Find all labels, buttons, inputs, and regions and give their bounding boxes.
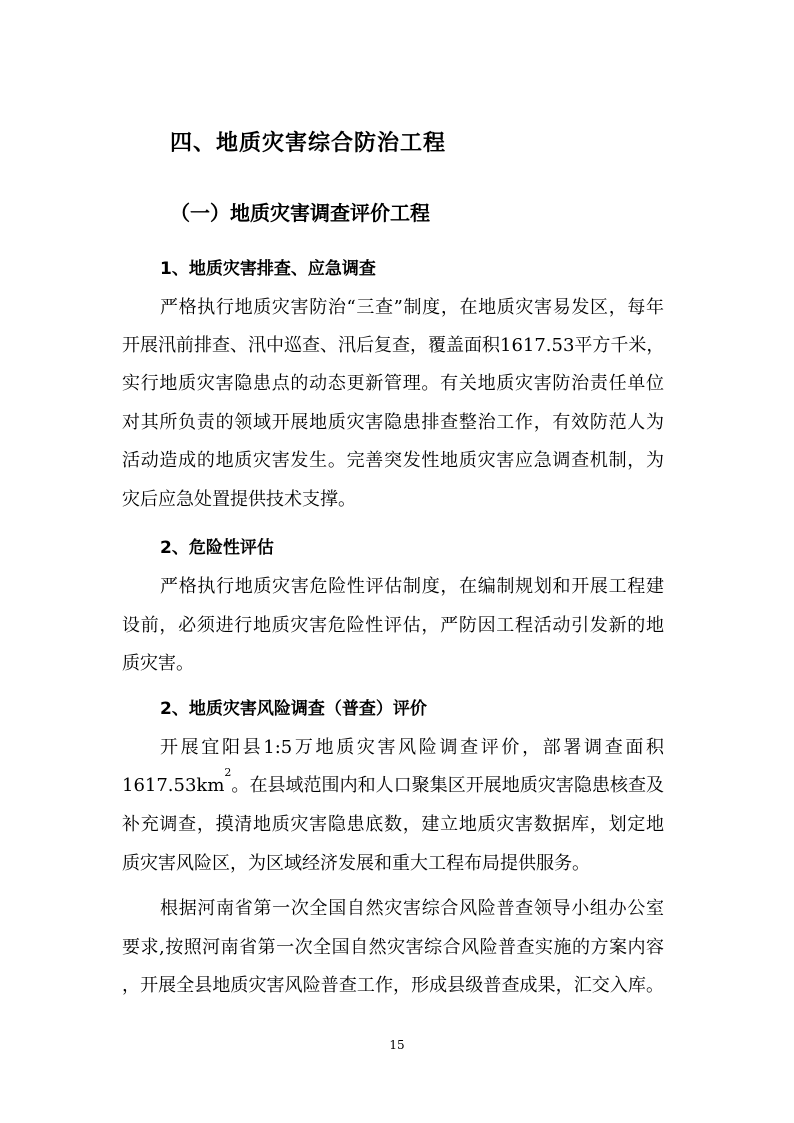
paragraph-line: 对其所负责的领域开展地质灾害隐患排查整治工作，有效防范人为 xyxy=(122,412,664,433)
paragraph-line: 开展汛前排查、汛中巡查、汛后复查，覆盖面积1617.53平方千米， xyxy=(122,335,665,356)
paragraph-line: 开展宜阳县1:5万地质灾害风险调查评价，部署调查面积 xyxy=(160,737,664,758)
paragraph-line: 设前，必须进行地质灾害危险性评估，严防因工程活动引发新的地 xyxy=(122,615,664,636)
paragraph-line: 要求,按照河南省第一次全国自然灾害综合风险普查实施的方案内容 xyxy=(122,937,664,958)
paragraph-line: 严格执行地质灾害防治“三查”制度，在地质灾害易发区，每年 xyxy=(160,297,664,318)
section-heading-3: 2、地质灾害风险调查（普查）评价 xyxy=(160,699,427,719)
paragraph-line: 严格执行地质灾害危险性评估制度，在编制规划和开展工程建 xyxy=(160,576,664,597)
paragraph-line: 补充调查，摸清地质灾害隐患底数，建立地质灾害数据库，划定地 xyxy=(122,814,664,835)
paragraph-line xyxy=(122,766,664,799)
paragraph-line: ，开展全县地质灾害风险普查工作，形成县级普查成果，汇交入库。 xyxy=(122,975,664,996)
section-title: 四、地质灾害综合防治工程 xyxy=(170,131,447,156)
area-value: 1617.53km xyxy=(122,775,225,796)
paragraph-line: 灾后应急处置提供技术支撑。 xyxy=(122,489,356,510)
section-heading-1: 1、地质灾害排查、应急调查 xyxy=(160,259,376,279)
superscript: 2 xyxy=(224,766,232,779)
section-heading-2: 2、危险性评估 xyxy=(160,538,274,558)
paragraph-line: 根据河南省第一次全国自然灾害综合风险普查领导小组办公室 xyxy=(160,898,664,919)
paragraph-line: 质灾害风险区，为区域经济发展和重大工程布局提供服务。 xyxy=(122,853,590,874)
page-number: 15 xyxy=(389,1038,405,1052)
paragraph-line: 活动造成的地质灾害发生。完善突发性地质灾害应急调查机制，为 xyxy=(122,450,664,471)
subsection-title: （一）地质灾害调查评价工程 xyxy=(170,201,430,225)
paragraph-line: 质灾害。 xyxy=(122,653,194,674)
paragraph-line: 实行地质灾害隐患点的动态更新管理。有关地质灾害防治责任单位 xyxy=(122,373,664,394)
paragraph-line-rest: 。在县域范围内和人口聚集区开展地质灾害隐患核查及 xyxy=(231,775,664,796)
